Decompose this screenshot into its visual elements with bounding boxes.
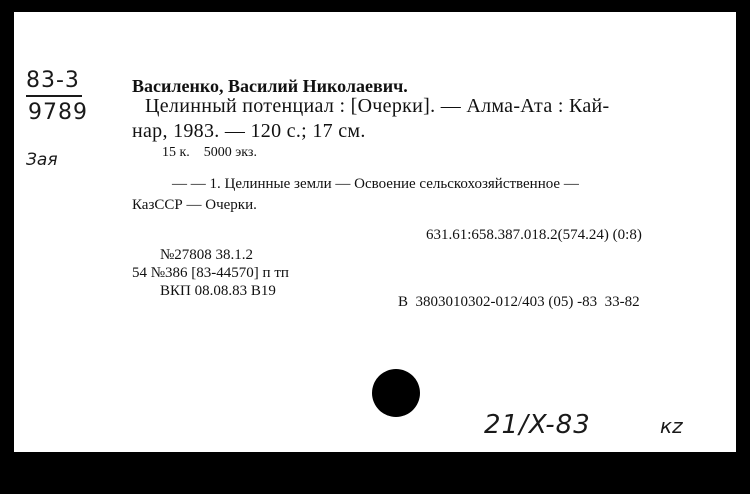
shelf-mark-divider — [26, 95, 82, 97]
catalog-card — [14, 12, 736, 452]
classification-code: В 3803010302-012/403 (05) -83 33-82 — [398, 294, 640, 310]
subjects-line-2: КазССР — Очерки. — [132, 197, 257, 213]
punch-hole — [372, 369, 420, 417]
handwritten-initials: кz — [660, 414, 683, 438]
shelf-mark-top: 83-3 — [26, 68, 80, 93]
record-line-2: 54 №386 [83-44570] п тп — [132, 265, 289, 281]
shelf-mark-bottom: 9789 — [28, 100, 88, 125]
shelf-mark-note: Зая — [26, 150, 58, 170]
handwritten-date: 21/X-83 — [484, 410, 591, 440]
record-line-1: №27808 38.1.2 — [160, 247, 254, 263]
author-heading: Василенко, Василий Николаевич. — [132, 76, 408, 96]
price-line: 15 к. 5000 экз. — [162, 145, 257, 160]
title-line-2: нар, 1983. — 120 с.; 17 см. — [132, 120, 366, 142]
record-line-3: ВКП 08.08.83 В19 — [160, 283, 276, 299]
title-line-1: Целинный потенциал : [Очерки]. — Алма-Ата : Кай- — [145, 95, 610, 117]
subjects-line-1: — — 1. Целинные земли — Освоение сельскохозяйственное — — [172, 176, 579, 192]
udc-number: 631.61:658.387.018.2(574.24) (0:8) — [426, 227, 642, 243]
